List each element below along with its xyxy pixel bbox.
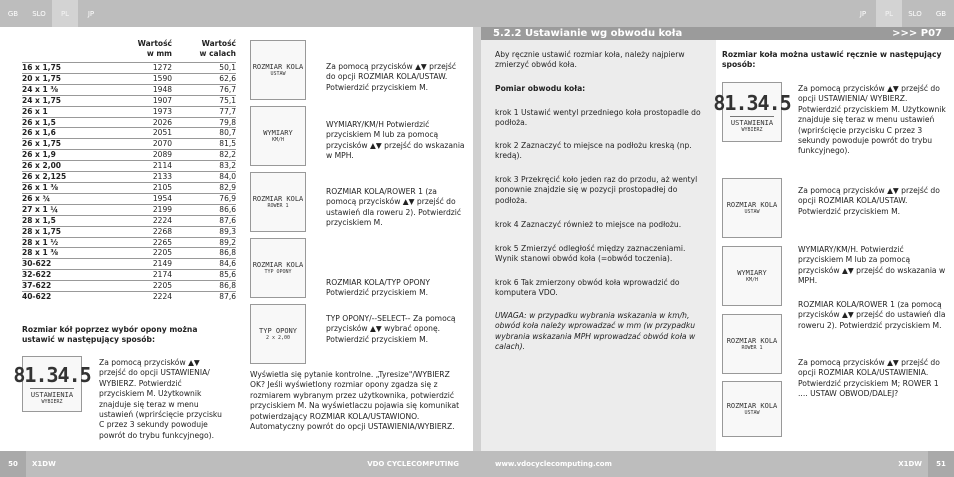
tire-size-cell: 27 x 1 ¼ (22, 204, 122, 215)
step-5: ROZMIAR KOLA/TYP OPONY Potwierdzić przyciskiem M. (326, 278, 430, 298)
lcdr1-small: USTAWIENIA (730, 118, 774, 127)
table-row (22, 117, 236, 128)
bottom-bar-left (0, 451, 477, 477)
tire-size-cell: 16 x 1,75 (22, 63, 122, 74)
mm-value-cell: 1907 (122, 95, 172, 106)
table-row (22, 150, 236, 161)
lcd-display-r2 (722, 178, 782, 238)
table-row (22, 139, 236, 150)
lcdr4-tiny: ROWER 1 (741, 345, 763, 351)
page-spine (473, 27, 481, 451)
lcd-display-r3 (722, 246, 782, 306)
tire-heading: Rozmiar kół poprzez wybór opony można ustawić w następujący sposób: (22, 325, 198, 345)
tire-size-cell: 26 x 1 ⅜ (22, 182, 122, 193)
measure-title: Pomiar obwodu koła: (495, 84, 586, 93)
manual-heading: Rozmiar koła można ustawić ręcznie w następujący sposób: (722, 50, 942, 70)
tire-size-cell: 26 x ¾ (22, 193, 122, 204)
table-row (22, 161, 236, 172)
lcd2-small: ROZMIAR KOLA (252, 63, 304, 71)
mm-value-cell: 1954 (122, 193, 172, 204)
lcd4-small: ROZMIAR KOLA (252, 195, 304, 203)
section-title: 5.2.2 Ustawianie wg obwodu koła (493, 28, 683, 39)
table-row (22, 215, 236, 226)
mm-value-cell: 2224 (122, 292, 172, 302)
inch-value-cell: 81,5 (172, 139, 236, 150)
inch-value-cell: 89,2 (172, 237, 236, 248)
lcd-display-r5 (722, 381, 782, 437)
table-row (22, 270, 236, 281)
tire-size-cell: 26 x 2,125 (22, 172, 122, 183)
table-row (22, 193, 236, 204)
step-6: TYP OPONY/--SELECT-- Za pomocą przycisków ▲▼ wybrać oponę. Potwierdzić przyciskiem M. (326, 314, 456, 344)
lcdr1-big: 81.34.5 (713, 90, 791, 115)
inch-value-cell: 76,7 (172, 84, 236, 95)
lang-jp-right[interactable]: JP (859, 9, 867, 18)
section-header (481, 27, 954, 40)
inch-value-cell: 86,6 (172, 204, 236, 215)
lcd-display-r1 (713, 82, 791, 142)
tire-step-1: Za pomocą przycisków ▲▼ przejść do opcji USTAWIENIA/ WYBIERZ. Potwierdzić przyciskiem M. Użytkownik znajduje się teraz w menu ustawień (wprirścięcie przycisku C przez 3 sekundy powoduje powrót do trybu funkcyjnego). (99, 358, 222, 440)
krok-1: krok 1 Ustawić wentyl przedniego koła prostopadle do podłoża. (495, 108, 701, 128)
lcdr5-tiny: USTAW (744, 410, 760, 416)
lang-pl[interactable]: PL (52, 0, 78, 27)
inch-value-cell: 89,3 (172, 226, 236, 237)
krok-2: krok 2 Zaznaczyć to miejsce na podłożu kreską (np. kredą). (495, 141, 692, 161)
tire-size-cell: 26 x 1 (22, 106, 122, 117)
inch-value-cell: 82,9 (172, 182, 236, 193)
table-row (22, 182, 236, 193)
tire-size-cell: 26 x 1,6 (22, 128, 122, 139)
table-row (22, 281, 236, 292)
tire-size-cell: 28 x 1,5 (22, 215, 122, 226)
krok-4: krok 4 Zaznaczyć również to miejsce na podłożu. (495, 220, 682, 229)
mm-value-cell: 1590 (122, 73, 172, 84)
tire-size-cell: 26 x 1,75 (22, 139, 122, 150)
manual-step-4: ROZMIAR KOLA/ROWER 1 (za pomocą przycisków ▲▼ przejść do ustawień dla roweru 2). Potwierdzić przyciskiem M. (798, 300, 946, 330)
manual-step-5: Za pomocą przycisków ▲▼ przejść do opcji ROZMIAR KOLA/USTAWIENIA. Potwierdzić przyciskiem M; ROWER 1 .... USTAW OBWOD/DALEJ? (798, 358, 940, 399)
inch-value-cell: 82,2 (172, 150, 236, 161)
table-row (22, 172, 236, 183)
mm-value-cell: 2133 (122, 172, 172, 183)
lcd5-small: ROZMIAR KOLA (252, 261, 304, 269)
mm-value-cell: 2051 (122, 128, 172, 139)
tire-size-cell: 24 x 1,75 (22, 95, 122, 106)
table-row (22, 128, 236, 139)
lang-slo-right[interactable]: SLO (908, 9, 922, 18)
lcd5-tiny: TYP OPONY (264, 269, 292, 275)
lcd-display-6 (250, 304, 306, 364)
top-bar-left (0, 0, 477, 27)
lcdr3-small: WYMIARY (737, 269, 767, 277)
inch-value-cell: 79,8 (172, 117, 236, 128)
inch-value-cell: 84,6 (172, 259, 236, 270)
lcd-display-1 (13, 356, 91, 412)
mm-value-cell: 2026 (122, 117, 172, 128)
lcd1-tiny: WYBIERZ (41, 398, 63, 405)
lcdr1-separator (730, 116, 774, 117)
section-page-ref: >>> P07 (892, 28, 942, 39)
table-header-mm (122, 39, 172, 63)
lcdr3-tiny: KM/H (745, 277, 759, 283)
mm-value-cell: 1272 (122, 63, 172, 74)
manual-step-3: WYMIARY/KM/H. Potwierdzić przyciskiem M lub za pomocą przycisków ▲▼ przejść do wskazania w MPH. (798, 245, 946, 286)
table-row (22, 106, 236, 117)
lcdr2-small: ROZMIAR KOLA (726, 201, 778, 209)
inch-value-cell: 80,7 (172, 128, 236, 139)
table-row (22, 95, 236, 106)
lcd6-tiny: 2 x 2,00 (265, 335, 291, 341)
lcd-display-r4 (722, 314, 782, 374)
table-row (22, 226, 236, 237)
step-4: ROZMIAR KOLA/ROWER 1 (za pomocą przycisków ▲▼ przejść do ustawień dla roweru 2). Potwierdzić przyciskiem M. (326, 187, 462, 228)
mm-value-cell: 2224 (122, 215, 172, 226)
lcd1-small: USTAWIENIA (30, 390, 74, 399)
lcd4-tiny: ROWER 1 (267, 203, 289, 209)
table-row (22, 237, 236, 248)
lcd-display-4 (250, 172, 306, 232)
table-header-size (22, 39, 122, 63)
lang-slo[interactable]: SLO (32, 9, 46, 18)
inch-value-cell: 83,2 (172, 161, 236, 172)
lcd3-small: WYMIARY (263, 129, 293, 137)
inch-value-cell: 62,6 (172, 73, 236, 84)
krok-3: krok 3 Przekręcić koło jeden raz do przodu, aż wentyl ponownie znajdzie się w pozycji prostopadłej do podłoża. (495, 175, 698, 205)
brand-left: VDO CYCLECOMPUTING (367, 460, 459, 468)
tire-size-cell: 30-622 (22, 259, 122, 270)
inch-value-cell: 87,6 (172, 215, 236, 226)
lcd6-small: TYP OPONY (259, 327, 297, 335)
header-mm-label: Wartość w mm (137, 39, 172, 58)
model-right: X1DW (898, 460, 922, 468)
tire-size-cell: 28 x 1,75 (22, 226, 122, 237)
manual-step-1: Za pomocą przycisków ▲▼ przejść do opcji USTAWIENIA/ WYBIERZ. Potwierdzić przyciskiem M. Użytkownik znajduje się teraz w menu ustawień (wprirścięcie przycisku C przez 3 sekundy powoduje powrót do trybu funkcyjnego). (798, 84, 946, 156)
confirmation-note: Wyświetla się pytanie kontrolne. „Tyresize"/WYBIERZ OK? Jeśli wyświetlony rozmiar opony zgadza się z rozmiarem wybranym przez użytkownika, potwierdzić przyciskiem M. Na wyświetlaczu pojawia się komunikat potwierdzający ROZMIAR KOLA/USTAWIONO. Automatyczny powrót do opcji USTAWIENIA/WYBIERZ. (250, 370, 460, 432)
tire-size-cell: 28 x 1 ½ (22, 237, 122, 248)
mm-value-cell: 2089 (122, 150, 172, 161)
table-row (22, 259, 236, 270)
footer-url[interactable]: www.vdocyclecomputing.com (495, 460, 612, 468)
lcdr4-small: ROZMIAR KOLA (726, 337, 778, 345)
lcdr1-tiny: WYBIERZ (741, 126, 763, 133)
header-inch-label: Wartość w calach (199, 39, 236, 58)
page-number-left: 50 (0, 451, 26, 477)
mm-value-cell: 2149 (122, 259, 172, 270)
tire-size-cell: 26 x 1,9 (22, 150, 122, 161)
tire-size-cell: 26 x 1,5 (22, 117, 122, 128)
tire-size-cell: 32-622 (22, 270, 122, 281)
lang-gb-right[interactable]: GB (935, 9, 947, 18)
tire-size-cell: 40-622 (22, 292, 122, 302)
page-number-right: 51 (928, 451, 954, 477)
mm-value-cell: 2114 (122, 161, 172, 172)
inch-value-cell: 75,1 (172, 95, 236, 106)
mm-value-cell: 2265 (122, 237, 172, 248)
tire-size-cell: 28 x 1 ⅜ (22, 248, 122, 259)
uwaga-note: UWAGA: w przypadku wybrania wskazania w km/h, obwód koła należy wprowadzać w mm (w przypadku wybrania wskazania MPH wprowadzać obwód koła w calach). (495, 311, 696, 352)
top-bar-right (477, 0, 954, 27)
table-header-inch (172, 39, 236, 63)
table-row (22, 248, 236, 259)
step-2: Za pomocą przycisków ▲▼ przejść do opcji ROZMIAR KOLA/USTAW. Potwierdzić przyciskiem M. (326, 62, 457, 92)
intro-text: Aby ręcznie ustawić rozmiar koła, należy najpierw zmierzyć obwód koła. (495, 50, 685, 70)
mm-value-cell: 2205 (122, 248, 172, 259)
tire-size-cell: 20 x 1,75 (22, 73, 122, 84)
lang-pl-right[interactable]: PL (876, 0, 902, 27)
mm-value-cell: 2205 (122, 281, 172, 292)
lcd3-tiny: KM/H (271, 137, 285, 143)
lcd-display-2 (250, 40, 306, 100)
table-row (22, 73, 236, 84)
manual-step-2: Za pomocą przycisków ▲▼ przejść do opcji ROZMIAR KOLA/USTAW. Potwierdzić przyciskiem M. (798, 186, 940, 216)
tire-size-cell: 24 x 1 ⅜ (22, 84, 122, 95)
mm-value-cell: 1948 (122, 84, 172, 95)
bottom-bar-right (477, 451, 954, 477)
krok-6: krok 6 Tak zmierzony obwód koła wprowadzić do komputera VDO. (495, 278, 680, 298)
mm-value-cell: 2268 (122, 226, 172, 237)
table-row (22, 84, 236, 95)
table-row (22, 204, 236, 215)
mm-value-cell: 2174 (122, 270, 172, 281)
mm-value-cell: 2070 (122, 139, 172, 150)
inch-value-cell: 87,6 (172, 292, 236, 302)
tire-size-cell: 37-622 (22, 281, 122, 292)
lcd2-tiny: USTAW (270, 71, 286, 77)
table-row (22, 292, 236, 302)
inch-value-cell: 76,9 (172, 193, 236, 204)
table-row (22, 63, 236, 74)
lang-jp[interactable]: JP (87, 9, 95, 18)
lcdr2-tiny: USTAW (744, 209, 760, 215)
mm-value-cell: 1973 (122, 106, 172, 117)
lcd1-separator (30, 388, 74, 389)
wheel-size-table (22, 39, 236, 302)
inch-value-cell: 86,8 (172, 248, 236, 259)
lang-gb[interactable]: GB (7, 9, 19, 18)
inch-value-cell: 85,6 (172, 270, 236, 281)
lcd-display-5 (250, 238, 306, 298)
lcd-display-3 (250, 106, 306, 166)
tire-size-cell: 26 x 2,00 (22, 161, 122, 172)
krok-5: krok 5 Zmierzyć odległość między zaznaczeniami. Wynik stanowi obwód koła (=obwód toczenia). (495, 244, 686, 264)
inch-value-cell: 50,1 (172, 63, 236, 74)
mm-value-cell: 2105 (122, 182, 172, 193)
mm-value-cell: 2199 (122, 204, 172, 215)
inch-value-cell: 77,7 (172, 106, 236, 117)
inch-value-cell: 84,0 (172, 172, 236, 183)
lcd1-big: 81.34.5 (13, 362, 91, 387)
model-left: X1DW (32, 460, 56, 468)
inch-value-cell: 86,8 (172, 281, 236, 292)
step-3: WYMIARY/KM/H Potwierdzić przyciskiem M lub za pomocą przycisków ▲▼ przejść do wskazania w MPH. (326, 120, 465, 161)
lcdr5-small: ROZMIAR KOLA (726, 402, 778, 410)
